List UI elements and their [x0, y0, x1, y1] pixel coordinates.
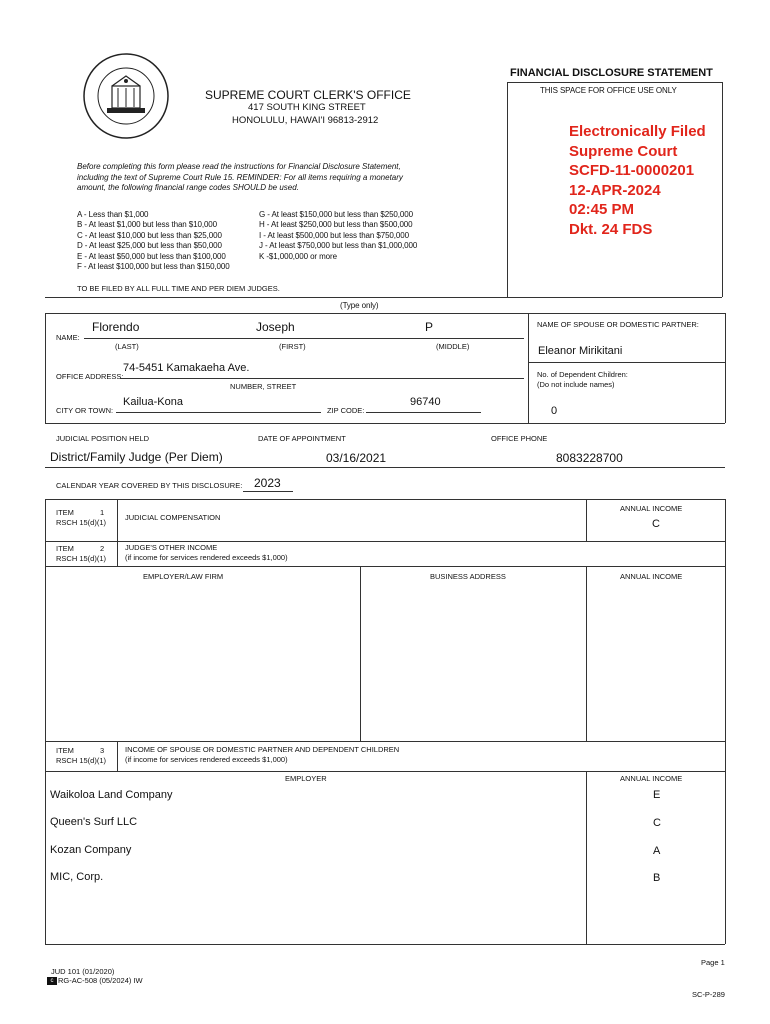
appointment-label: DATE OF APPOINTMENT: [258, 434, 346, 443]
filed-by-note: TO BE FILED BY ALL FULL TIME AND PER DIEM JUDGES.: [77, 284, 280, 293]
sc-number: SC-P-289: [692, 990, 725, 999]
code-d: D - At least $25,000 but less than $50,000: [77, 241, 222, 251]
zip-value[interactable]: 96740: [410, 396, 441, 408]
filing-stamp: [569, 122, 706, 239]
stamp-line-2: Supreme Court: [569, 142, 678, 160]
type-only-label: (Type only): [340, 301, 379, 310]
city-value[interactable]: Kailua-Kona: [123, 396, 183, 408]
item3-row-1-income[interactable]: E: [653, 789, 661, 801]
item2-col-address: BUSINESS ADDRESS: [430, 572, 506, 581]
stamp-line-5: 02:45 PM: [569, 201, 635, 218]
item1-rule: RSCH 15(d)(1): [56, 518, 107, 527]
middle-label: (MIDDLE): [436, 342, 470, 351]
zip-label: ZIP CODE:: [327, 406, 365, 415]
item3-row-2-income[interactable]: C: [653, 817, 661, 829]
code-a: A - Less than $1,000: [77, 210, 149, 219]
clerk-address-1: 417 SOUTH KING STREET: [248, 102, 366, 113]
item3-item: ITEM: [56, 746, 74, 755]
dependents-label: No. of Dependent Children:: [537, 370, 628, 379]
codes-right: [259, 210, 417, 262]
item2-col-income: ANNUAL INCOME: [620, 572, 683, 581]
item2-note: (if income for services rendered exceeds $1,000): [125, 553, 288, 562]
item1-title: JUDICIAL COMPENSATION: [125, 513, 221, 522]
item3-row-4-employer[interactable]: MIC, Corp.: [50, 871, 104, 883]
cc-icon: c: [47, 977, 57, 985]
item1-number: 1: [100, 508, 105, 517]
form-number: JUD 101 (01/2020): [51, 967, 115, 976]
instructions: [77, 162, 403, 194]
item3-row-3-employer[interactable]: Kozan Company: [50, 844, 132, 856]
item2-rule: RSCH 15(d)(1): [56, 554, 107, 563]
office-address-value[interactable]: 74-5451 Kamakaeha Ave.: [123, 362, 250, 374]
item2-title: JUDGE'S OTHER INCOME: [125, 543, 218, 552]
dependents-value[interactable]: 0: [551, 405, 558, 417]
code-i: I - At least $500,000 but less than $750,000: [259, 230, 409, 240]
codes-left: [77, 210, 230, 272]
code-e: E - At least $50,000 but less than $100,000: [77, 251, 226, 261]
first-name-value[interactable]: Joseph: [256, 320, 295, 334]
calendar-year-value[interactable]: 2023: [254, 476, 281, 490]
last-label: (LAST): [115, 342, 139, 351]
stamp-line-1: Electronically Filed: [569, 123, 706, 140]
rg-number-text: RG-AC-508 (05/2024) IW: [58, 976, 143, 985]
code-j: J - At least $750,000 but less than $1,000,000: [259, 241, 418, 251]
code-f: F - At least $100,000 but less than $150,000: [77, 262, 230, 272]
item3-note: (if income for services rendered exceeds $1,000): [125, 755, 288, 764]
office-use-label: THIS SPACE FOR OFFICE USE ONLY: [540, 86, 677, 95]
appointment-value[interactable]: 03/16/2021: [326, 451, 387, 465]
item2-col-employer: EMPLOYER/LAW FIRM: [143, 572, 224, 581]
rg-number: [47, 976, 143, 985]
item3-rule: RSCH 15(d)(1): [56, 756, 107, 765]
first-label: (FIRST): [279, 342, 306, 351]
clerk-address-2: HONOLULU, HAWAI'I 96813-2912: [232, 115, 379, 126]
item1-income-label: ANNUAL INCOME: [620, 504, 683, 513]
instructions-line-2: including the text of Supreme Court Rule 15. REMINDER: For all items requiring a monetary: [77, 172, 403, 182]
middle-name-value[interactable]: P: [425, 320, 434, 334]
item3-row-4-income[interactable]: B: [653, 872, 661, 884]
item3-col-employer: EMPLOYER: [285, 774, 327, 783]
code-b: B - At least $1,000 but less than $10,000: [77, 220, 218, 230]
code-k: K -$1,000,000 or more: [259, 251, 337, 261]
item2-number: 2: [100, 544, 105, 553]
instructions-line-3: amount, the following financial range codes SHOULD be used.: [77, 183, 299, 192]
office-address-sublabel: NUMBER, STREET: [230, 382, 297, 391]
position-label: JUDICIAL POSITION HELD: [56, 434, 150, 443]
position-value[interactable]: District/Family Judge (Per Diem): [50, 450, 223, 464]
code-c: C - At least $10,000 but less than $25,000: [77, 230, 222, 240]
item1-item: ITEM: [56, 508, 74, 517]
instructions-line-1: Before completing this form please read the instructions for Financial Disclosure Statement,: [77, 162, 401, 171]
item3-title: INCOME OF SPOUSE OR DOMESTIC PARTNER AND DEPENDENT CHILDREN: [125, 745, 400, 754]
item3-number: 3: [100, 746, 105, 755]
spouse-value[interactable]: Eleanor Mirikitani: [538, 345, 623, 357]
page-number: Page 1: [701, 958, 725, 967]
item3-row-2-employer[interactable]: Queen's Surf LLC: [50, 816, 138, 828]
court-seal: [82, 52, 170, 140]
office-address-label: OFFICE ADDRESS:: [56, 372, 124, 381]
item3-col-income: ANNUAL INCOME: [620, 774, 683, 783]
last-name-value[interactable]: Florendo: [92, 320, 140, 334]
code-g: G - At least $150,000 but less than $250,000: [259, 210, 413, 219]
name-label: NAME:: [56, 333, 80, 342]
phone-value[interactable]: 8083228700: [556, 451, 623, 465]
stamp-line-3: SCFD-11-0000201: [569, 162, 695, 179]
stamp-line-4: 12-APR-2024: [569, 181, 661, 199]
calendar-year-label: CALENDAR YEAR COVERED BY THIS DISCLOSURE:: [56, 481, 243, 490]
phone-label: OFFICE PHONE: [491, 434, 548, 443]
clerk-office: SUPREME COURT CLERK'S OFFICE: [205, 88, 411, 102]
dependents-sublabel: (Do not include names): [537, 380, 615, 389]
city-label: CITY OR TOWN:: [56, 406, 114, 415]
item2-item: ITEM: [56, 544, 74, 553]
spouse-label: NAME OF SPOUSE OR DOMESTIC PARTNER:: [537, 320, 699, 329]
code-h: H - At least $250,000 but less than $500,000: [259, 220, 413, 230]
item3-row-3-income[interactable]: A: [653, 845, 661, 857]
item3-row-1-employer[interactable]: Waikoloa Land Company: [50, 789, 173, 801]
form-title: FINANCIAL DISCLOSURE STATEMENT: [510, 67, 713, 79]
item1-income-value[interactable]: C: [652, 518, 660, 530]
stamp-line-6: Dkt. 24 FDS: [569, 220, 653, 238]
